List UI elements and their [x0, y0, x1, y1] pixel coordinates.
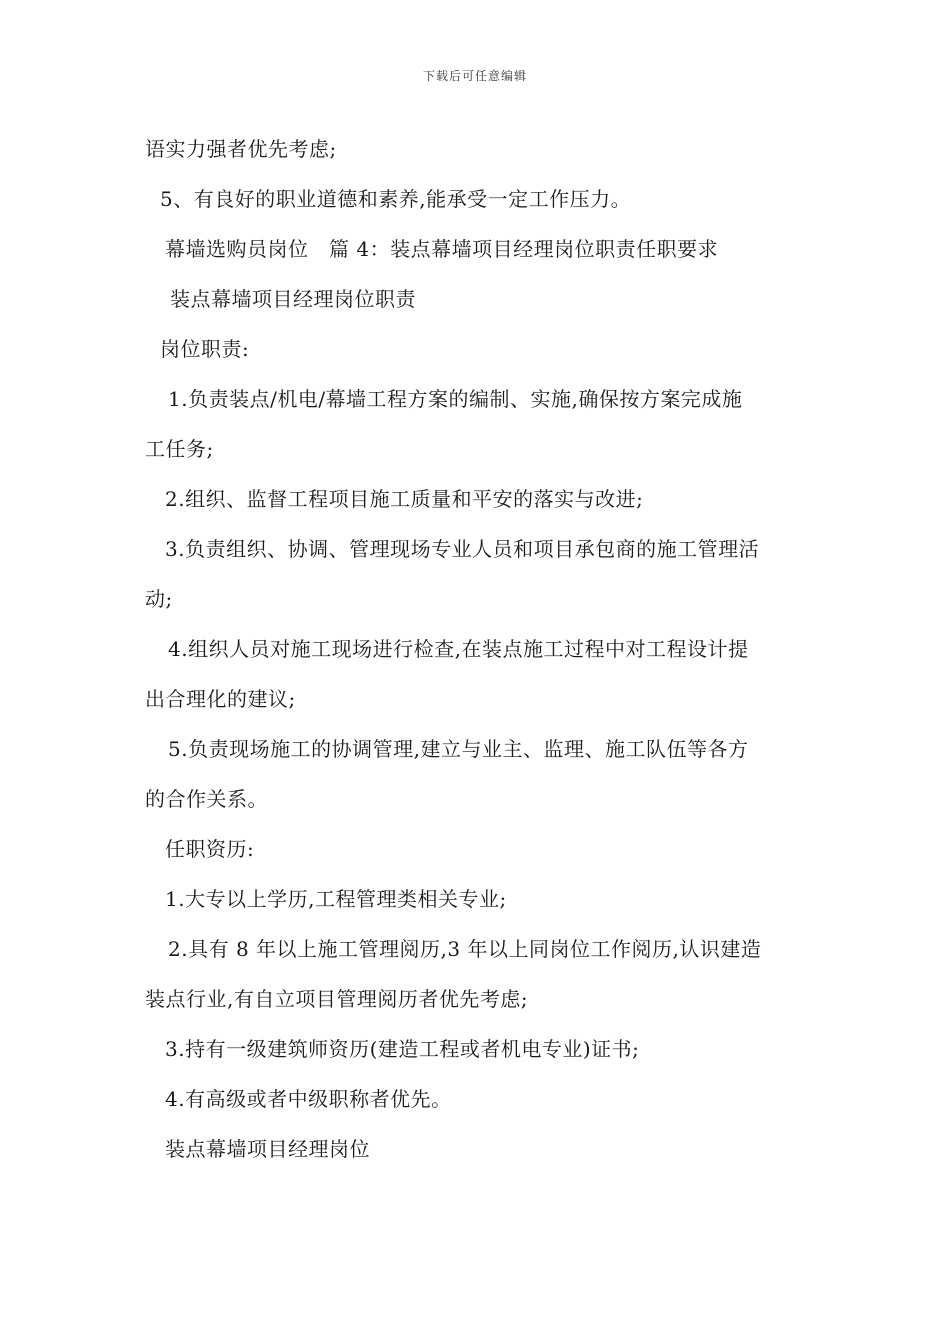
text-line: 4.组织人员对施工现场进行检查,在装点施工过程中对工程设计提 [168, 637, 749, 661]
text-line: 任职资历: [165, 837, 255, 861]
text-line: 2.组织、监督工程项目施工质量和平安的落实与改进; [165, 487, 644, 511]
text-line: 1.负责装点/机电/幕墙工程方案的编制、实施,确保按方案完成施 [168, 387, 743, 411]
text-line: 3.负责组织、协调、管理现场专业人员和项目承包商的施工管理活 [165, 537, 760, 561]
text-line: 工任务; [145, 437, 214, 461]
text-line: 5、有良好的职业道德和素养,能承受一定工作压力。 [160, 187, 632, 211]
text-line: 4.有高级或者中级职称者优先。 [165, 1087, 452, 1111]
text-line: 岗位职责: [160, 337, 250, 361]
text-line: 装点行业,有自立项目管理阅历者优先考虑; [145, 987, 529, 1011]
text-line: 装点幕墙项目经理岗位 [165, 1137, 370, 1161]
section-heading: 幕墙选购员岗位 篇 4：装点幕墙项目经理岗位职责任职要求 [165, 237, 719, 261]
page-header: 下载后可任意编辑 [422, 69, 527, 83]
text-line: 3.持有一级建筑师资历(建造工程或者机电专业)证书; [165, 1037, 640, 1061]
text-line: 的合作关系。 [145, 787, 268, 811]
text-line: 动; [145, 587, 173, 611]
text-line: 1.大专以上学历,工程管理类相关专业; [165, 887, 507, 911]
text-line: 出合理化的建议; [145, 687, 296, 711]
text-line: 语实力强者优先考虑; [145, 137, 337, 161]
section-subheading: 装点幕墙项目经理岗位职责 [170, 287, 416, 311]
text-line: 2.具有 8 年以上施工管理阅历,3 年以上同岗位工作阅历,认识建造 [168, 937, 762, 961]
text-line: 5.负责现场施工的协调管理,建立与业主、监理、施工队伍等各方 [168, 737, 749, 761]
